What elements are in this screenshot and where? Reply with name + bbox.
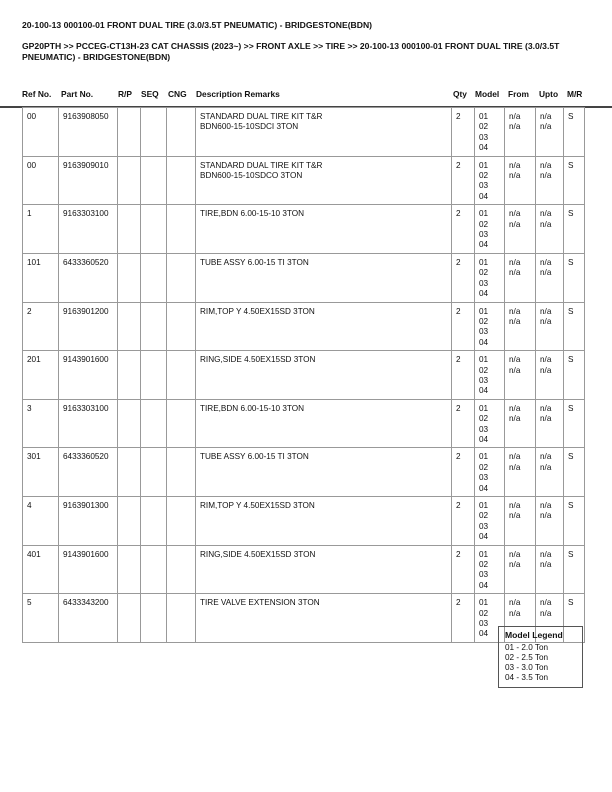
header-qty: Qty [453, 89, 467, 99]
page-title: 20-100-13 000100-01 FRONT DUAL TIRE (3.0/3.5T PNEUMATIC) - BRIDGESTONE(BDN) [22, 20, 373, 30]
cell-model: 01 02 03 04 [475, 497, 505, 546]
cell-part: 9143901600 [59, 545, 118, 594]
cell-desc: TUBE ASSY 6.00-15 TI 3TON [196, 253, 452, 302]
cell-upto: n/a n/a [536, 545, 564, 594]
cell-rp [118, 351, 141, 400]
header-cng: CNG [168, 89, 187, 99]
cell-mr: S [564, 448, 585, 497]
cell-qty: 2 [452, 545, 475, 594]
legend-item: 01 - 2.0 Ton [505, 643, 549, 652]
cell-qty: 2 [452, 302, 475, 351]
cell-qty: 2 [452, 205, 475, 254]
cell-part: 9143901600 [59, 351, 118, 400]
table-row [23, 205, 585, 254]
cell-rp [118, 594, 141, 643]
table-row [23, 302, 585, 351]
cell-part: 6433360520 [59, 253, 118, 302]
breadcrumb: GP20PTH >> PCCEG-CT13H-23 CAT CHASSIS (2023~) >> FRONT AXLE >> TIRE >> 20-100-13 000100-01 FRONT DUAL TIRE (3.0/3.5T PNEUMATIC) - BRIDGESTONE(BDN) [22, 41, 560, 62]
cell-part: 9163901300 [59, 497, 118, 546]
cell-ref: 5 [23, 594, 59, 643]
cell-ref: 3 [23, 399, 59, 448]
cell-from: n/a n/a [505, 156, 536, 205]
cell-rp [118, 205, 141, 254]
cell-model: 01 02 03 04 [475, 302, 505, 351]
table-header [0, 86, 612, 108]
header-from: From [508, 89, 529, 99]
legend-title: Model Legend [505, 630, 563, 640]
cell-rp [118, 497, 141, 546]
cell-ref: 201 [23, 351, 59, 400]
cell-model: 01 02 03 04 [475, 545, 505, 594]
cell-ref: 00 [23, 108, 59, 157]
cell-desc: TUBE ASSY 6.00-15 TI 3TON [196, 448, 452, 497]
cell-rp [118, 545, 141, 594]
cell-desc: RING,SIDE 4.50EX15SD 3TON [196, 545, 452, 594]
cell-cng [167, 448, 196, 497]
cell-seq [141, 302, 167, 351]
cell-qty: 2 [452, 594, 475, 643]
cell-mr: S [564, 205, 585, 254]
cell-rp [118, 302, 141, 351]
cell-qty: 2 [452, 399, 475, 448]
cell-cng [167, 594, 196, 643]
cell-desc: RIM,TOP Y 4.50EX15SD 3TON [196, 497, 452, 546]
cell-seq [141, 497, 167, 546]
cell-from: n/a n/a [505, 399, 536, 448]
cell-upto: n/a n/a [536, 205, 564, 254]
cell-model: 01 02 03 04 [475, 351, 505, 400]
cell-qty: 2 [452, 351, 475, 400]
table-row [23, 497, 585, 546]
cell-desc: STANDARD DUAL TIRE KIT T&R BDN600-15-10SDCO 3TON [196, 156, 452, 205]
cell-upto: n/a n/a [536, 497, 564, 546]
cell-cng [167, 156, 196, 205]
cell-from: n/a n/a [505, 351, 536, 400]
cell-from: n/a n/a [505, 594, 536, 643]
header-ref: Ref No. [22, 89, 52, 99]
cell-upto: n/a n/a [536, 302, 564, 351]
cell-mr: S [564, 108, 585, 157]
cell-seq [141, 351, 167, 400]
cell-mr: S [564, 545, 585, 594]
cell-model: 01 02 03 04 [475, 594, 505, 643]
header-desc: Description Remarks [196, 89, 280, 99]
cell-mr: S [564, 253, 585, 302]
cell-mr: S [564, 594, 585, 643]
cell-upto: n/a n/a [536, 448, 564, 497]
cell-from: n/a n/a [505, 497, 536, 546]
cell-part: 6433360520 [59, 448, 118, 497]
cell-qty: 2 [452, 497, 475, 546]
cell-seq [141, 253, 167, 302]
cell-desc: TIRE VALVE EXTENSION 3TON [196, 594, 452, 643]
cell-cng [167, 351, 196, 400]
cell-seq [141, 448, 167, 497]
table-row [23, 545, 585, 594]
cell-desc: STANDARD DUAL TIRE KIT T&R BDN600-15-10SDCI 3TON [196, 108, 452, 157]
cell-seq [141, 156, 167, 205]
cell-qty: 2 [452, 253, 475, 302]
cell-rp [118, 399, 141, 448]
cell-upto: n/a n/a [536, 399, 564, 448]
cell-part: 6433343200 [59, 594, 118, 643]
legend-item: 04 - 3.5 Ton [505, 673, 549, 682]
header-part: Part No. [61, 89, 94, 99]
cell-cng [167, 205, 196, 254]
header-mr: M/R [567, 89, 583, 99]
legend-item: 03 - 3.0 Ton [505, 663, 549, 672]
cell-qty: 2 [452, 448, 475, 497]
cell-mr: S [564, 156, 585, 205]
table-row [23, 253, 585, 302]
cell-ref: 101 [23, 253, 59, 302]
cell-ref: 401 [23, 545, 59, 594]
cell-cng [167, 302, 196, 351]
cell-model: 01 02 03 04 [475, 253, 505, 302]
header-upto: Upto [539, 89, 559, 99]
cell-mr: S [564, 399, 585, 448]
cell-model: 01 02 03 04 [475, 108, 505, 157]
cell-desc: RING,SIDE 4.50EX15SD 3TON [196, 351, 452, 400]
cell-seq [141, 594, 167, 643]
cell-mr: S [564, 302, 585, 351]
table-row [23, 351, 585, 400]
cell-upto: n/a n/a [536, 253, 564, 302]
cell-mr: S [564, 497, 585, 546]
cell-cng [167, 545, 196, 594]
cell-qty: 2 [452, 108, 475, 157]
cell-seq [141, 205, 167, 254]
cell-ref: 1 [23, 205, 59, 254]
table-row [23, 156, 585, 205]
cell-ref: 4 [23, 497, 59, 546]
cell-cng [167, 108, 196, 157]
table-row [23, 399, 585, 448]
cell-from: n/a n/a [505, 108, 536, 157]
cell-seq [141, 399, 167, 448]
parts-table [22, 107, 585, 643]
table-row [23, 108, 585, 157]
header-model: Model [475, 89, 500, 99]
cell-from: n/a n/a [505, 302, 536, 351]
cell-model: 01 02 03 04 [475, 399, 505, 448]
cell-model: 01 02 03 04 [475, 448, 505, 497]
model-legend [498, 626, 583, 688]
cell-cng [167, 399, 196, 448]
cell-upto: n/a n/a [536, 108, 564, 157]
cell-rp [118, 448, 141, 497]
cell-from: n/a n/a [505, 205, 536, 254]
cell-upto: n/a n/a [536, 351, 564, 400]
cell-model: 01 02 03 04 [475, 156, 505, 205]
cell-part: 9163303100 [59, 205, 118, 254]
header-seq: SEQ [141, 89, 159, 99]
cell-part: 9163908050 [59, 108, 118, 157]
legend-item: 02 - 2.5 Ton [505, 653, 549, 662]
cell-desc: TIRE,BDN 6.00-15-10 3TON [196, 399, 452, 448]
cell-ref: 00 [23, 156, 59, 205]
cell-model: 01 02 03 04 [475, 205, 505, 254]
cell-upto: n/a n/a [536, 594, 564, 643]
header-rp: R/P [118, 89, 132, 99]
cell-rp [118, 253, 141, 302]
cell-desc: TIRE,BDN 6.00-15-10 3TON [196, 205, 452, 254]
cell-ref: 2 [23, 302, 59, 351]
cell-rp [118, 108, 141, 157]
cell-rp [118, 156, 141, 205]
cell-seq [141, 108, 167, 157]
cell-cng [167, 497, 196, 546]
cell-ref: 301 [23, 448, 59, 497]
cell-from: n/a n/a [505, 253, 536, 302]
cell-from: n/a n/a [505, 448, 536, 497]
cell-from: n/a n/a [505, 545, 536, 594]
cell-mr: S [564, 351, 585, 400]
cell-seq [141, 545, 167, 594]
cell-part: 9163901200 [59, 302, 118, 351]
cell-part: 9163909010 [59, 156, 118, 205]
cell-qty: 2 [452, 156, 475, 205]
cell-cng [167, 253, 196, 302]
cell-upto: n/a n/a [536, 156, 564, 205]
table-row [23, 448, 585, 497]
cell-desc: RIM,TOP Y 4.50EX15SD 3TON [196, 302, 452, 351]
cell-part: 9163303100 [59, 399, 118, 448]
